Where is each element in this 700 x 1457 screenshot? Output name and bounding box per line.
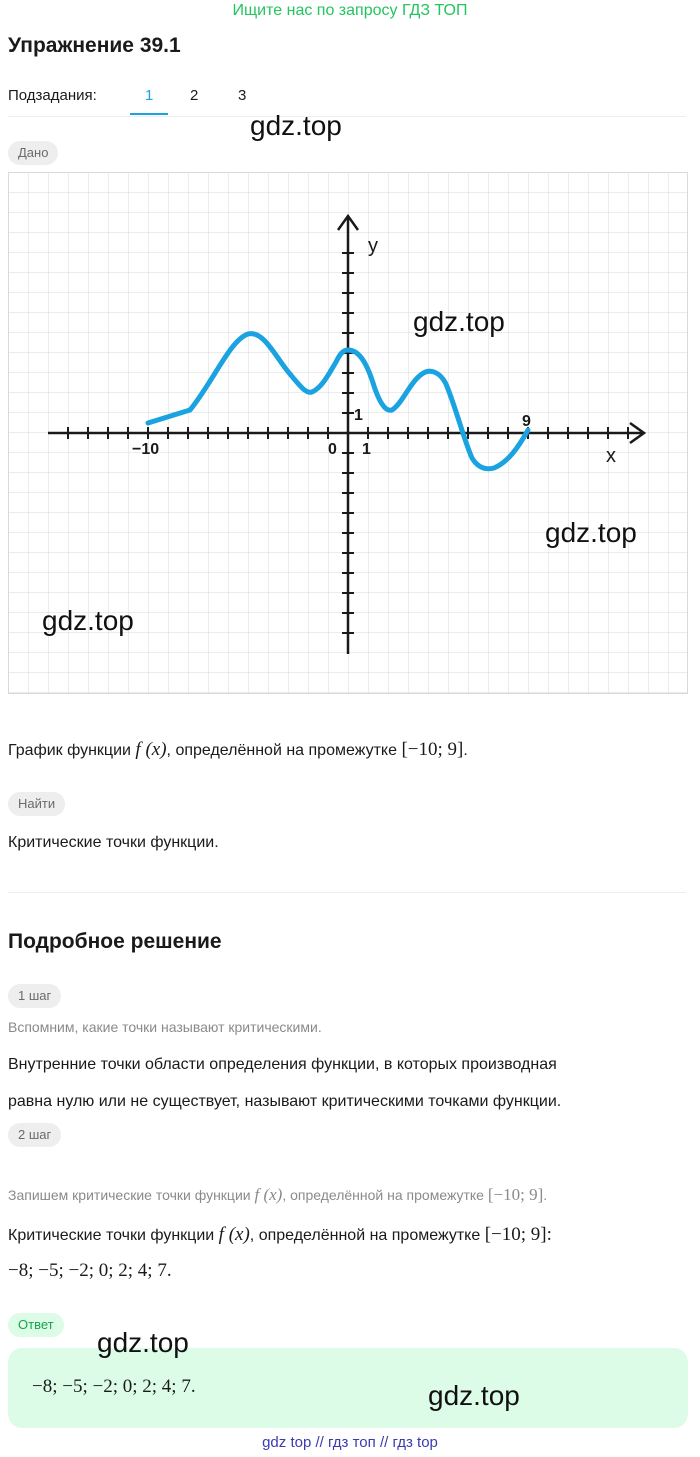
tabs-divider [8, 116, 686, 117]
given-text [8, 733, 468, 768]
footer-link-gdz-top-mixed[interactable]: гдз top [392, 1434, 438, 1451]
given-text-end: . [463, 742, 468, 759]
step-2-badge [8, 1123, 61, 1147]
step-2-points: −8; −5; −2; 0; 2; 4; 7. [8, 1260, 172, 1281]
section-divider [8, 892, 686, 893]
given-badge [8, 141, 58, 165]
top-banner[interactable]: Ищите нас по запросу ГДЗ ТОП [232, 2, 468, 19]
footer-link-gdz-top[interactable]: gdz top [262, 1434, 312, 1451]
answer-badge-label: Ответ [8, 1313, 64, 1337]
step-1-text-line-2: равна нулю или не существует, называют критическими точками функции. [8, 1093, 562, 1110]
solution-title: Подробное решение [8, 930, 222, 953]
watermark: gdz.top [413, 306, 505, 337]
find-text: Критические точки функции. [8, 834, 219, 851]
tick-label-one-x: 1 [362, 441, 371, 458]
watermark: gdz.top [428, 1380, 520, 1411]
step-2-badge-label: 2 шаг [8, 1123, 61, 1147]
tick-label-origin: 0 [328, 441, 337, 458]
tick-label-x-min: −10 [132, 441, 160, 458]
answer-value: −8; −5; −2; 0; 2; 4; 7. [32, 1376, 196, 1397]
footer-separator: // [315, 1434, 324, 1451]
y-axis-label: y [368, 235, 378, 257]
tick-label-one-y: 1 [354, 407, 363, 424]
x-axis-label: x [606, 445, 616, 467]
find-badge-label: Найти [8, 792, 65, 816]
watermark: gdz.top [545, 517, 637, 548]
given-func: f (x) [135, 739, 167, 760]
watermark: gdz.top [42, 605, 134, 636]
given-text-after: , определённой на промежутке [166, 742, 397, 759]
step-1-text-line-1: Внутренние точки области определения функции, в которых производная [8, 1056, 557, 1073]
active-tab-indicator [130, 113, 168, 115]
tab-subtask-1[interactable]: 1 [145, 87, 154, 104]
step-2-text: Критические точки функции f (x), определённой на промежутке [−10; 9]: [8, 1224, 552, 1245]
step-1-badge-label: 1 шаг [8, 984, 61, 1008]
tab-subtask-2[interactable]: 2 [190, 87, 199, 104]
given-text-before: График функции [8, 742, 131, 759]
answer-badge [8, 1313, 64, 1337]
find-badge [8, 792, 65, 816]
footer-links [0, 1434, 700, 1451]
step-1-badge [8, 984, 61, 1008]
subtasks-label: Подзадания: [8, 87, 97, 104]
given-interval: [−10; 9] [401, 739, 464, 760]
step-1-hint: Вспомним, какие точки называют критическими. [8, 1019, 322, 1035]
given-badge-label: Дано [8, 141, 58, 165]
tick-label-x-max: 9 [522, 413, 531, 430]
watermark: gdz.top [97, 1327, 189, 1358]
step-2-hint: Запишем критические точки функции f (x), определённой на промежутке [−10; 9]. [8, 1185, 548, 1204]
page-title: Упражнение 39.1 [8, 34, 181, 57]
watermark: gdz.top [250, 110, 342, 141]
tab-subtask-3[interactable]: 3 [238, 87, 247, 104]
footer-separator: // [379, 1434, 389, 1451]
footer-link-gdz-top-ru[interactable]: гдз топ [328, 1434, 376, 1451]
